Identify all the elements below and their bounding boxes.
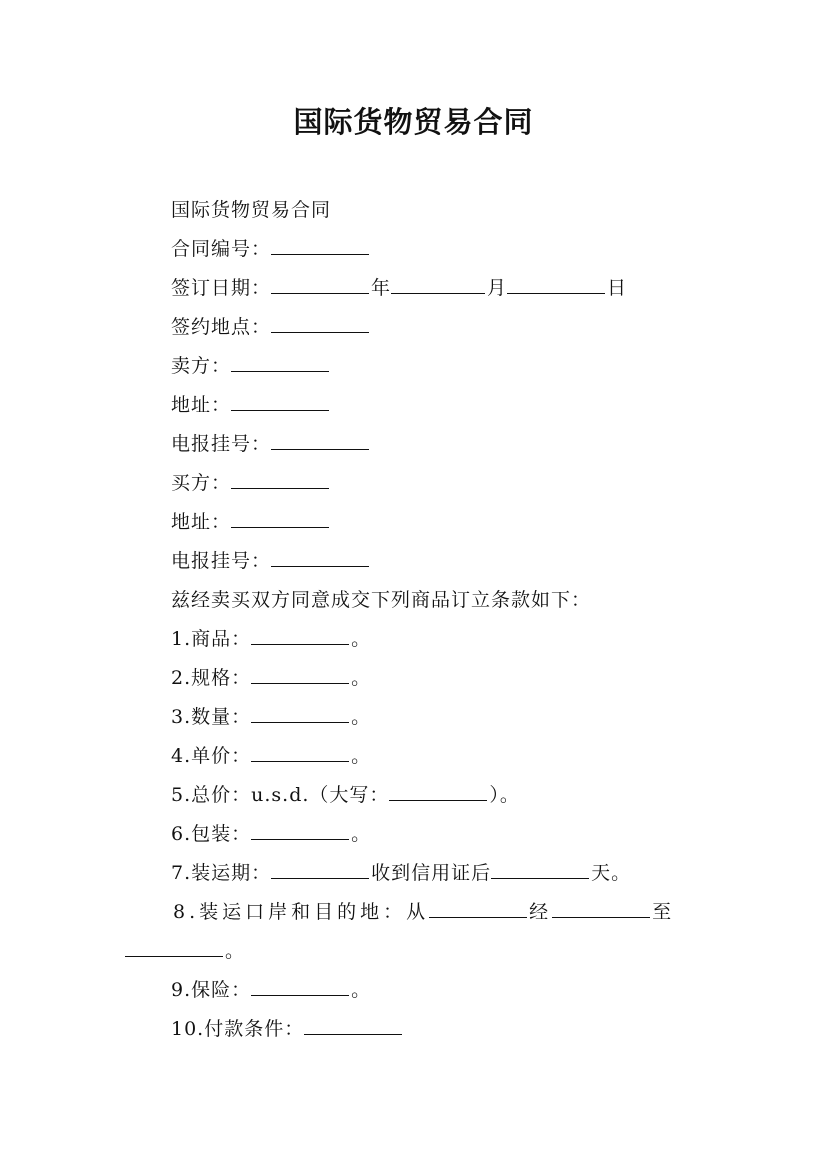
seller-telegraph-label: 电报挂号：: [171, 433, 272, 455]
sign-month-blank: [391, 275, 485, 294]
clause-8-line: [173, 898, 675, 926]
clause-2-line: [171, 664, 371, 692]
seller-blank: [231, 353, 329, 372]
clause-7-middle: 收到信用证后: [371, 862, 492, 884]
agreement-statement-line: [171, 586, 591, 614]
clause-9-line: [171, 976, 371, 1004]
clause-4-line: [171, 742, 371, 770]
clause-6-blank: [251, 821, 349, 840]
clause-10-line: [171, 1015, 404, 1043]
clause-7-line: [171, 859, 631, 887]
sign-date-label: 签订日期：: [171, 277, 272, 299]
seller-telegraph-line: [171, 430, 371, 458]
clause-5-blank: [389, 782, 487, 801]
contract-no-label: 合同编号：: [171, 238, 272, 260]
clause-9-label: 9.保险：: [171, 979, 252, 1001]
clause-4-blank: [251, 743, 349, 762]
intro-text: 国际货物贸易合同: [171, 199, 332, 221]
seller-address-label: 地址：: [171, 394, 232, 416]
agreement-statement: 兹经卖买双方同意成交下列商品订立条款如下：: [171, 589, 592, 611]
clause-2-period: 。: [351, 667, 372, 689]
clause-4-label: 4.单价：: [171, 745, 252, 767]
seller-telegraph-blank: [271, 431, 369, 450]
clause-6-label: 6.包装：: [171, 823, 252, 845]
seller-address-blank: [231, 392, 329, 411]
clause-8-via: 经: [529, 901, 553, 923]
sign-day-blank: [507, 275, 605, 294]
intro-line: [171, 196, 331, 224]
clause-1-blank: [251, 626, 349, 645]
clause-8-prefix: 8.装运口岸和目的地：从: [173, 901, 430, 923]
clause-10-blank: [304, 1016, 402, 1035]
clause-8-via-blank: [552, 899, 650, 918]
day-text: 日: [607, 277, 628, 299]
buyer-label: 买方：: [171, 472, 232, 494]
buyer-line: [171, 469, 331, 497]
clause-3-blank: [251, 704, 349, 723]
sign-place-line: [171, 313, 371, 341]
seller-line: [171, 352, 331, 380]
clause-6-line: [171, 820, 371, 848]
clause-3-line: [171, 703, 371, 731]
buyer-telegraph-blank: [271, 548, 369, 567]
sign-date-line: [171, 274, 627, 302]
clause-5-prefix: 5.总价：u.s.d.（大写：: [171, 784, 390, 806]
clause-2-label: 2.规格：: [171, 667, 252, 689]
clause-1-label: 1.商品：: [171, 628, 252, 650]
clause-1-line: [171, 625, 371, 653]
seller-address-line: [171, 391, 331, 419]
clause-8-continuation-line: [125, 937, 245, 965]
buyer-telegraph-label: 电报挂号：: [171, 550, 272, 572]
year-text: 年: [371, 277, 392, 299]
clause-3-label: 3.数量：: [171, 706, 252, 728]
clause-4-period: 。: [351, 745, 372, 767]
clause-8-from-blank: [429, 899, 527, 918]
buyer-address-blank: [231, 509, 329, 528]
buyer-address-line: [171, 508, 331, 536]
clause-3-period: 。: [351, 706, 372, 728]
clause-5-suffix: ）。: [489, 784, 520, 806]
clause-8-to: 至: [652, 901, 676, 923]
sign-year-blank: [271, 275, 369, 294]
clause-7-period-blank: [271, 860, 369, 879]
clause-9-period: 。: [351, 979, 372, 1001]
contract-no-blank: [271, 236, 369, 255]
clause-10-label: 10.付款条件：: [171, 1018, 305, 1040]
clause-1-period: 。: [351, 628, 372, 650]
clause-8-destination-blank: [125, 938, 223, 957]
clause-8-period: 。: [225, 940, 246, 962]
buyer-telegraph-line: [171, 547, 371, 575]
seller-label: 卖方：: [171, 355, 232, 377]
document-title: 国际货物贸易合同: [293, 105, 534, 139]
clause-6-period: 。: [351, 823, 372, 845]
clause-7-days-blank: [491, 860, 589, 879]
clause-9-blank: [251, 977, 349, 996]
clause-2-blank: [251, 665, 349, 684]
buyer-blank: [231, 470, 329, 489]
clause-7-suffix: 天。: [591, 862, 632, 884]
contract-no-line: [171, 235, 371, 263]
clause-7-prefix: 7.装运期：: [171, 862, 272, 884]
sign-place-blank: [271, 314, 369, 333]
month-text: 月: [487, 277, 508, 299]
sign-place-label: 签约地点：: [171, 316, 272, 338]
buyer-address-label: 地址：: [171, 511, 232, 533]
clause-5-line: [171, 781, 520, 809]
